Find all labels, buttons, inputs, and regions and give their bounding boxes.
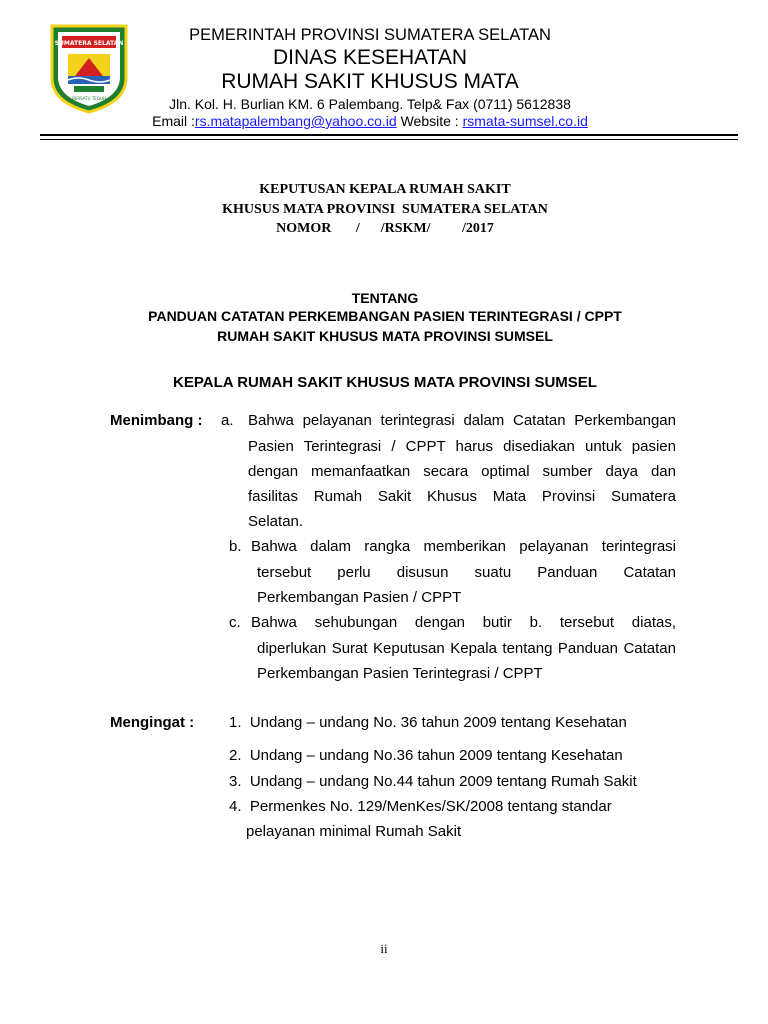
letterhead-address: Jln. Kol. H. Burlian KM. 6 Palembang. Telp& Fax (0711) 5612838 <box>169 96 571 112</box>
logo-motto: BERSATU TEGUH <box>72 96 106 101</box>
logo-text: SUMATERA SELATAN <box>54 40 124 47</box>
mengingat-item-continuation: pelayanan minimal Rumah Sakit <box>246 823 462 840</box>
mengingat-item: 3. Undang – undang No.44 tahun 2009 tentang Rumah Sakit <box>229 773 637 790</box>
website-link[interactable]: rsmata-sumsel.co.id <box>462 113 588 129</box>
letterhead-rule-thin <box>40 139 738 140</box>
menimbang-b-line: Bahwa dalam rangka memberikan pelayanan terintegrasi <box>251 538 676 555</box>
subject-line2: RUMAH SAKIT KHUSUS MATA PROVINSI SUMSEL <box>217 328 553 344</box>
subject-line1: PANDUAN CATATAN PERKEMBANGAN PASIEN TERINTEGRASI / CPPT <box>148 308 622 324</box>
menimbang-c-line: Perkembangan Pasien Terintegrasi / CPPT <box>257 665 543 682</box>
decree-title-line2: KHUSUS MATA PROVINSI SUMATERA SELATAN <box>222 202 548 217</box>
menimbang-b-line: tersebut perlu disusun suatu Panduan Catatan <box>257 564 676 581</box>
mengingat-item: 2. Undang – undang No.36 tahun 2009 tentang Kesehatan <box>229 747 623 764</box>
mengingat-item: 1. Undang – undang No. 36 tahun 2009 tentang Kesehatan <box>229 714 627 731</box>
letterhead-rule-thick <box>40 134 738 136</box>
tentang-label: TENTANG <box>351 290 419 306</box>
email-link[interactable]: rs.matapalembang@yahoo.co.id <box>194 113 397 129</box>
menimbang-b-line: Perkembangan Pasien / CPPT <box>257 589 462 606</box>
email-label: Email : <box>152 113 195 129</box>
decree-title-line1: KEPUTUSAN KEPALA RUMAH SAKIT <box>259 182 511 197</box>
letterhead-contact <box>100 113 640 129</box>
letterhead-government: PEMERINTAH PROVINSI SUMATERA SELATAN <box>189 26 551 44</box>
menimbang-a-line: Selatan. <box>248 513 304 530</box>
letterhead-hospital: RUMAH SAKIT KHUSUS MATA <box>221 70 519 93</box>
mengingat-item: 4. Permenkes No. 129/MenKes/SK/2008 tentang standar <box>229 798 612 815</box>
menimbang-b-marker: b. <box>229 538 242 555</box>
menimbang-a-line: Pasien Terintegrasi / CPPT harus disediakan untuk pasien <box>248 438 676 455</box>
menimbang-c-line: diperlukan Surat Keputusan Kepala tentang Panduan Catatan <box>257 640 676 657</box>
issuer-heading: KEPALA RUMAH SAKIT KHUSUS MATA PROVINSI SUMSEL <box>173 374 597 391</box>
menimbang-a-marker: a. <box>221 412 234 429</box>
mengingat-label: Mengingat : <box>110 714 195 731</box>
menimbang-a-line: dengan memanfaatkan secara optimal sumber daya dan <box>248 463 676 480</box>
decree-number: NOMOR / /RSKM/ /2017 <box>276 221 494 236</box>
menimbang-a-line: Bahwa pelayanan terintegrasi dalam Catatan Perkembangan <box>248 412 676 429</box>
website-label: Website : <box>396 113 463 129</box>
letterhead-department: DINAS KESEHATAN <box>272 46 468 69</box>
menimbang-c-line: Bahwa sehubungan dengan butir b. tersebut diatas, <box>251 614 676 631</box>
page-number: ii <box>380 941 388 956</box>
menimbang-c-marker: c. <box>229 614 241 631</box>
menimbang-label: Menimbang : <box>110 412 203 429</box>
menimbang-a-line: fasilitas Rumah Sakit Khusus Mata Provinsi Sumatera <box>248 488 676 505</box>
